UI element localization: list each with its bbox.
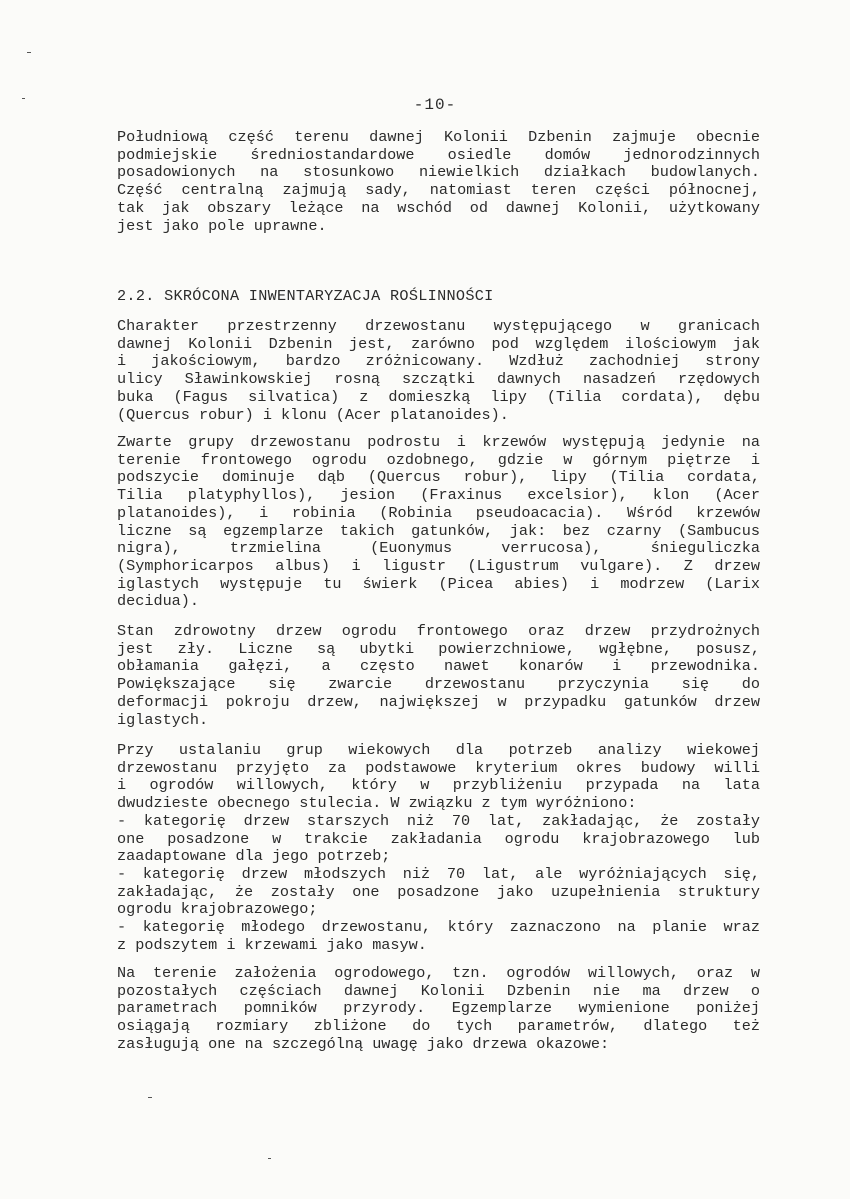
- scan-mark: [27, 52, 31, 53]
- text-line: Charakter przestrzenny drzewostanu występującego w granicach: [117, 317, 760, 335]
- text-line: nigra), trzmielina (Euonymus verrucosa), śnieguliczka: [117, 539, 760, 558]
- text-line: decidua).: [117, 592, 200, 611]
- text-line: zakładając, że zostały one posadzone jako uzupełnienia struktury: [117, 882, 760, 901]
- text-line: (Symphoricarpos albus) i ligustr (Ligustrum vulgare). Z drzew: [117, 556, 760, 575]
- scan-mark: [22, 98, 25, 99]
- text-line: platanoides), i robinia (Robinia pseudoacacia). Wśród krzewów: [117, 503, 760, 522]
- paragraph-groups: [117, 434, 760, 611]
- scan-mark: [268, 1158, 271, 1159]
- text-line: z podszytem i krzewami jako masyw.: [117, 935, 427, 954]
- list-item: - kategorię drzew młodszych niż 70 lat, ale wyróżniających się,: [117, 864, 760, 883]
- page-number: -10-: [413, 96, 457, 114]
- text-line: osiągają rozmiary zbliżone do tych parametrów, dlatego też: [117, 1017, 760, 1036]
- text-line: one posadzone w trakcie zakładania ogrodu krajobrazowego lub: [117, 829, 760, 848]
- scan-mark: [148, 1097, 152, 1098]
- text-line: jest jako pole uprawne.: [117, 216, 327, 235]
- text-line: zasługują one na szczególną uwagę jako drzewa okazowe:: [117, 1034, 610, 1053]
- text-line: Tilia platyphyllos), jesion (Fraxinus excelsior), klon (Acer: [117, 486, 760, 505]
- text-line: obłamania gałęzi, a często nawet konarów i przewodnika.: [117, 657, 760, 676]
- paragraph-age-groups: [117, 742, 760, 954]
- text-line: podmiejskie średniostandardowe osiedle domów jednorodzinnych: [117, 145, 760, 164]
- text-line: Przy ustalaniu grup wiekowych dla potrzeb analizy wiekowej: [117, 741, 760, 759]
- paragraph-health: [117, 623, 760, 729]
- text-line: deformacji pokroju drzew, największej w przypadku gatunków drzew: [117, 692, 760, 711]
- text-line: Zwarte grupy drzewostanu podrostu i krzewów występują jedynie na: [117, 433, 760, 451]
- text-line: pozostałych częściach dawnej Kolonii Dzbenin nie ma drzew o: [117, 981, 760, 1000]
- list-item: - kategorię drzew starszych niż 70 lat, zakładając, że zostały: [117, 811, 760, 830]
- text-line: iglastych.: [117, 710, 209, 729]
- text-line: podszycie dominuje dąb (Quercus robur), lipy (Tilia cordata,: [117, 468, 760, 487]
- text-line: Stan zdrowotny drzew ogrodu frontowego oraz drzew przydrożnych: [117, 622, 760, 640]
- text-line: i ogrodów willowych, który w przybliżeniu przypada na lata: [117, 776, 760, 795]
- text-line: (Quercus robur) i klonu (Acer platanoides).: [117, 405, 509, 424]
- text-line: jest zły. Liczne są ubytki powierzchniowe, wgłębne, posusz,: [117, 639, 760, 658]
- list-item: - kategorię młodego drzewostanu, który zaznaczono na planie wraz: [117, 918, 760, 937]
- text-line: i jakościowym, bardzo zróżnicowany. Wzdłuż zachodniej strony: [117, 352, 760, 371]
- text-line: terenie frontowego ogrodu ozdobnego, gdzie w górnym piętrze i: [117, 450, 760, 469]
- paragraph-intro: [117, 129, 760, 235]
- paragraph-character: [117, 318, 760, 424]
- text-line: Na terenie założenia ogrodowego, tzn. ogrodów willowych, oraz w: [117, 964, 760, 982]
- text-line: Część centralną zajmują sady, natomiast teren części północnej,: [117, 181, 760, 200]
- text-line: dawnej Kolonii Dzbenin jest, zarówno pod względem ilościowym jak: [117, 334, 760, 353]
- text-line: Powiększające się zwarcie drzewostanu przyczynia się do: [117, 675, 760, 694]
- text-line: Południową część terenu dawnej Kolonii Dzbenin zajmuje obecnie: [117, 128, 760, 146]
- text-line: ulicy Sławinkowskiej rosną szczątki dawnych nasadzeń rzędowych: [117, 370, 760, 389]
- text-line: buka (Fagus silvatica) z domieszką lipy (Tilia cordata), dębu: [117, 387, 760, 406]
- section-heading: 2.2. SKRÓCONA INWENTARYZACJA ROŚLINNOŚCI: [117, 287, 494, 305]
- text-line: posadowionych na stosunkowo niewielkich działkach budowlanych.: [117, 163, 760, 182]
- text-line: tak jak obszary leżące na wschód od dawnej Kolonii, użytkowany: [117, 198, 760, 217]
- text-line: iglastych występuje tu świerk (Picea abies) i modrzew (Larix: [117, 574, 760, 593]
- paragraph-specimens: [117, 965, 760, 1054]
- text-line: parametrach pomników przyrody. Egzemplarze wymienione poniżej: [117, 999, 760, 1018]
- text-line: ogrodu krajobrazowego;: [117, 900, 318, 919]
- text-line: drzewostanu przyjęto za podstawowe kryterium okres budowy willi: [117, 758, 760, 777]
- text-line: dwudzieste obecnego stulecia. W związku z tym wyróżniono:: [117, 794, 637, 813]
- text-line: zaadaptowane dla jego potrzeb;: [117, 847, 391, 866]
- text-line: liczne są egzemplarze takich gatunków, jak: bez czarny (Sambucus: [117, 521, 760, 540]
